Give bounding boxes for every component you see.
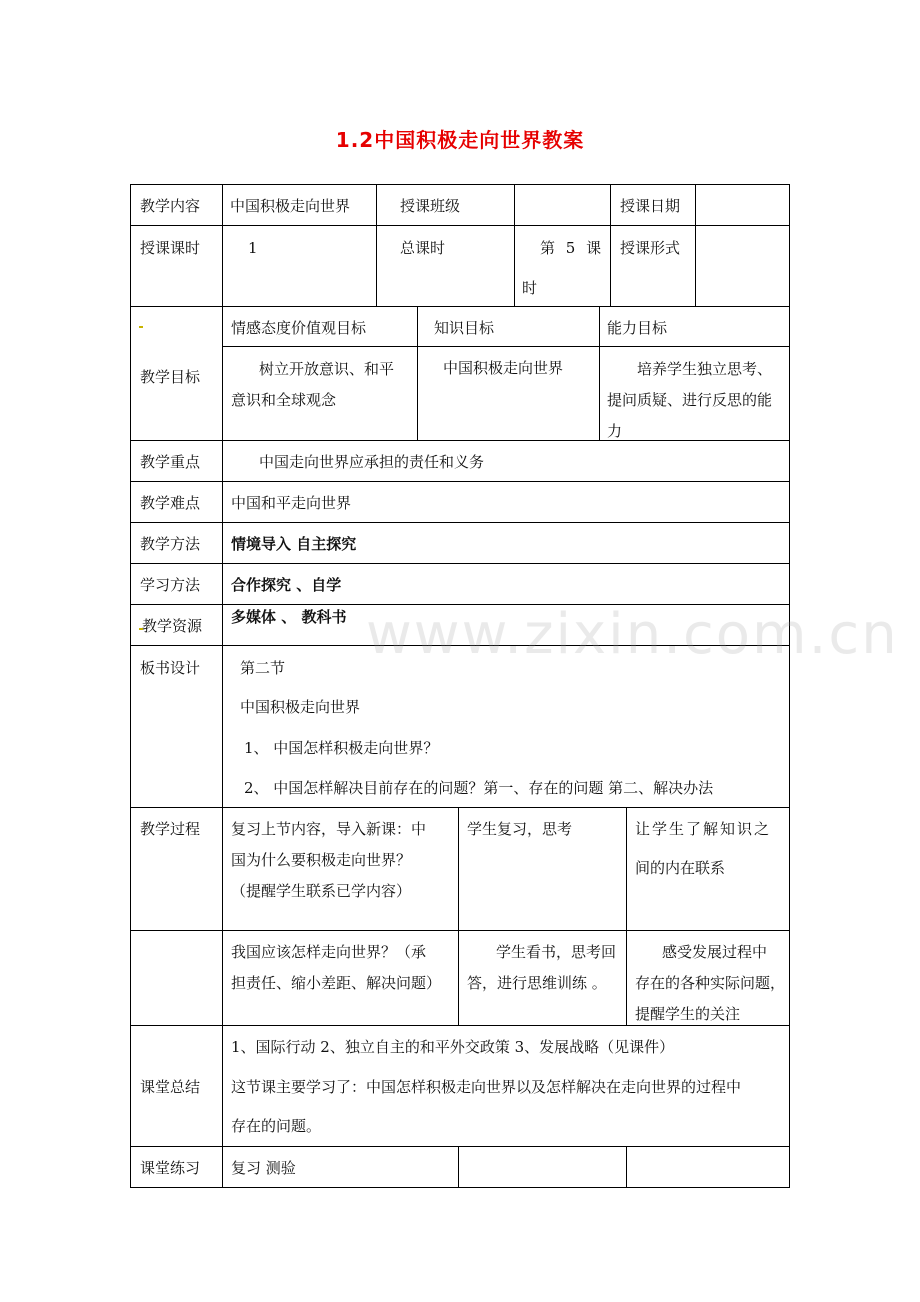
- process-r2-student-1: 学生看书，思考回: [496, 943, 617, 961]
- objective-col2-title: 知识目标: [434, 319, 495, 337]
- total-value-line2: 时: [522, 279, 538, 297]
- form-label: 授课形式: [620, 239, 681, 257]
- objective-col1-text-2: 意识和全球观念: [231, 391, 337, 409]
- objective-col3-title: 能力目标: [607, 319, 668, 337]
- process-r1-student: 学生复习，思考: [467, 820, 573, 838]
- board-label: 板书设计: [140, 659, 201, 677]
- objective-col3-text-3: 力: [607, 422, 623, 440]
- objective-col3-text-1: 培养学生独立思考、: [637, 360, 773, 378]
- objective-col2-text: 中国积极走向世界: [443, 359, 564, 377]
- process-r2-teacher-2: 担责任、缩小差距、解决问题）: [231, 974, 442, 992]
- process-r2-purpose-1: 感受发展过程中: [662, 943, 768, 961]
- objective-col3-text-2: 提问质疑、进行反思的能: [607, 391, 773, 409]
- practice-value: 复习 测验: [231, 1159, 296, 1177]
- process-r2-purpose-2: 存在的各种实际问题，: [635, 974, 786, 992]
- summary-line-1: 1、国际行动 2、独立自主的和平外交政策 3、发展战略（见课件）: [231, 1038, 675, 1056]
- difficulty-value: 中国和平走向世界: [231, 494, 352, 512]
- date-label: 授课日期: [620, 197, 681, 215]
- objective-col1-title: 情感态度价值观目标: [231, 319, 367, 337]
- page-title: 1.2中国积极走向世界教案: [335, 128, 585, 152]
- objective-col1-text-1: 树立开放意识、和平: [259, 360, 395, 378]
- class-label: 授课班级: [400, 197, 461, 215]
- board-line-4: 2、 中国怎样解决目前存在的问题？第一、存在的问题 第二、解决办法: [244, 779, 714, 797]
- process-r2-student-2: 答，进行思维训练 。: [467, 974, 607, 992]
- key-point-value: 中国走向世界应承担的责任和义务: [259, 453, 485, 471]
- practice-label: 课堂练习: [140, 1159, 201, 1177]
- process-r1-teacher-2: 国为什么要积极走向世界？: [231, 851, 412, 869]
- summary-line-2: 这节课主要学习了：中国怎样积极走向世界以及怎样解决在走向世界的过程中: [231, 1078, 742, 1096]
- board-line-3: 1、 中国怎样积极走向世界？: [244, 739, 439, 757]
- summary-line-3: 存在的问题。: [231, 1117, 322, 1135]
- process-r1-teacher-1: 复习上节内容，导入新课：中: [231, 820, 427, 838]
- process-r1-purpose-1: 让学生了解知识之: [635, 820, 772, 838]
- objectives-label: 教学目标: [140, 368, 201, 386]
- summary-label: 课堂总结: [140, 1078, 201, 1096]
- content-label: 教学内容: [140, 197, 201, 215]
- difficulty-label: 教学难点: [140, 494, 201, 512]
- watermark: www.zixin.com.cn: [366, 602, 899, 667]
- hours-label: 授课课时: [140, 239, 201, 257]
- resource-value: 多媒体 、 教科书: [231, 608, 347, 626]
- process-label: 教学过程: [140, 820, 201, 838]
- process-r1-teacher-3: （提醒学生联系已学内容）: [231, 882, 412, 900]
- content-value: 中国积极走向世界: [230, 197, 351, 215]
- learning-label: 学习方法: [140, 576, 201, 594]
- resource-label: 教学资源: [142, 617, 203, 635]
- total-label: 总课时: [400, 239, 446, 257]
- learning-value: 合作探究 、自学: [231, 576, 342, 594]
- total-value-line1: 第 5 课: [540, 239, 602, 257]
- mark-dot: [139, 326, 143, 328]
- board-line-1: 第二节: [240, 659, 286, 677]
- hours-value: 1: [248, 239, 258, 257]
- process-r1-purpose-2: 间的内在联系: [635, 859, 726, 877]
- process-r2-teacher-1: 我国应该怎样走向世界？（承: [231, 943, 427, 961]
- board-line-2: 中国积极走向世界: [240, 698, 361, 716]
- method-value: 情境导入 自主探究: [231, 535, 357, 553]
- process-r2-purpose-3: 提醒学生的关注: [635, 1005, 741, 1023]
- method-label: 教学方法: [140, 535, 201, 553]
- key-point-label: 教学重点: [140, 453, 201, 471]
